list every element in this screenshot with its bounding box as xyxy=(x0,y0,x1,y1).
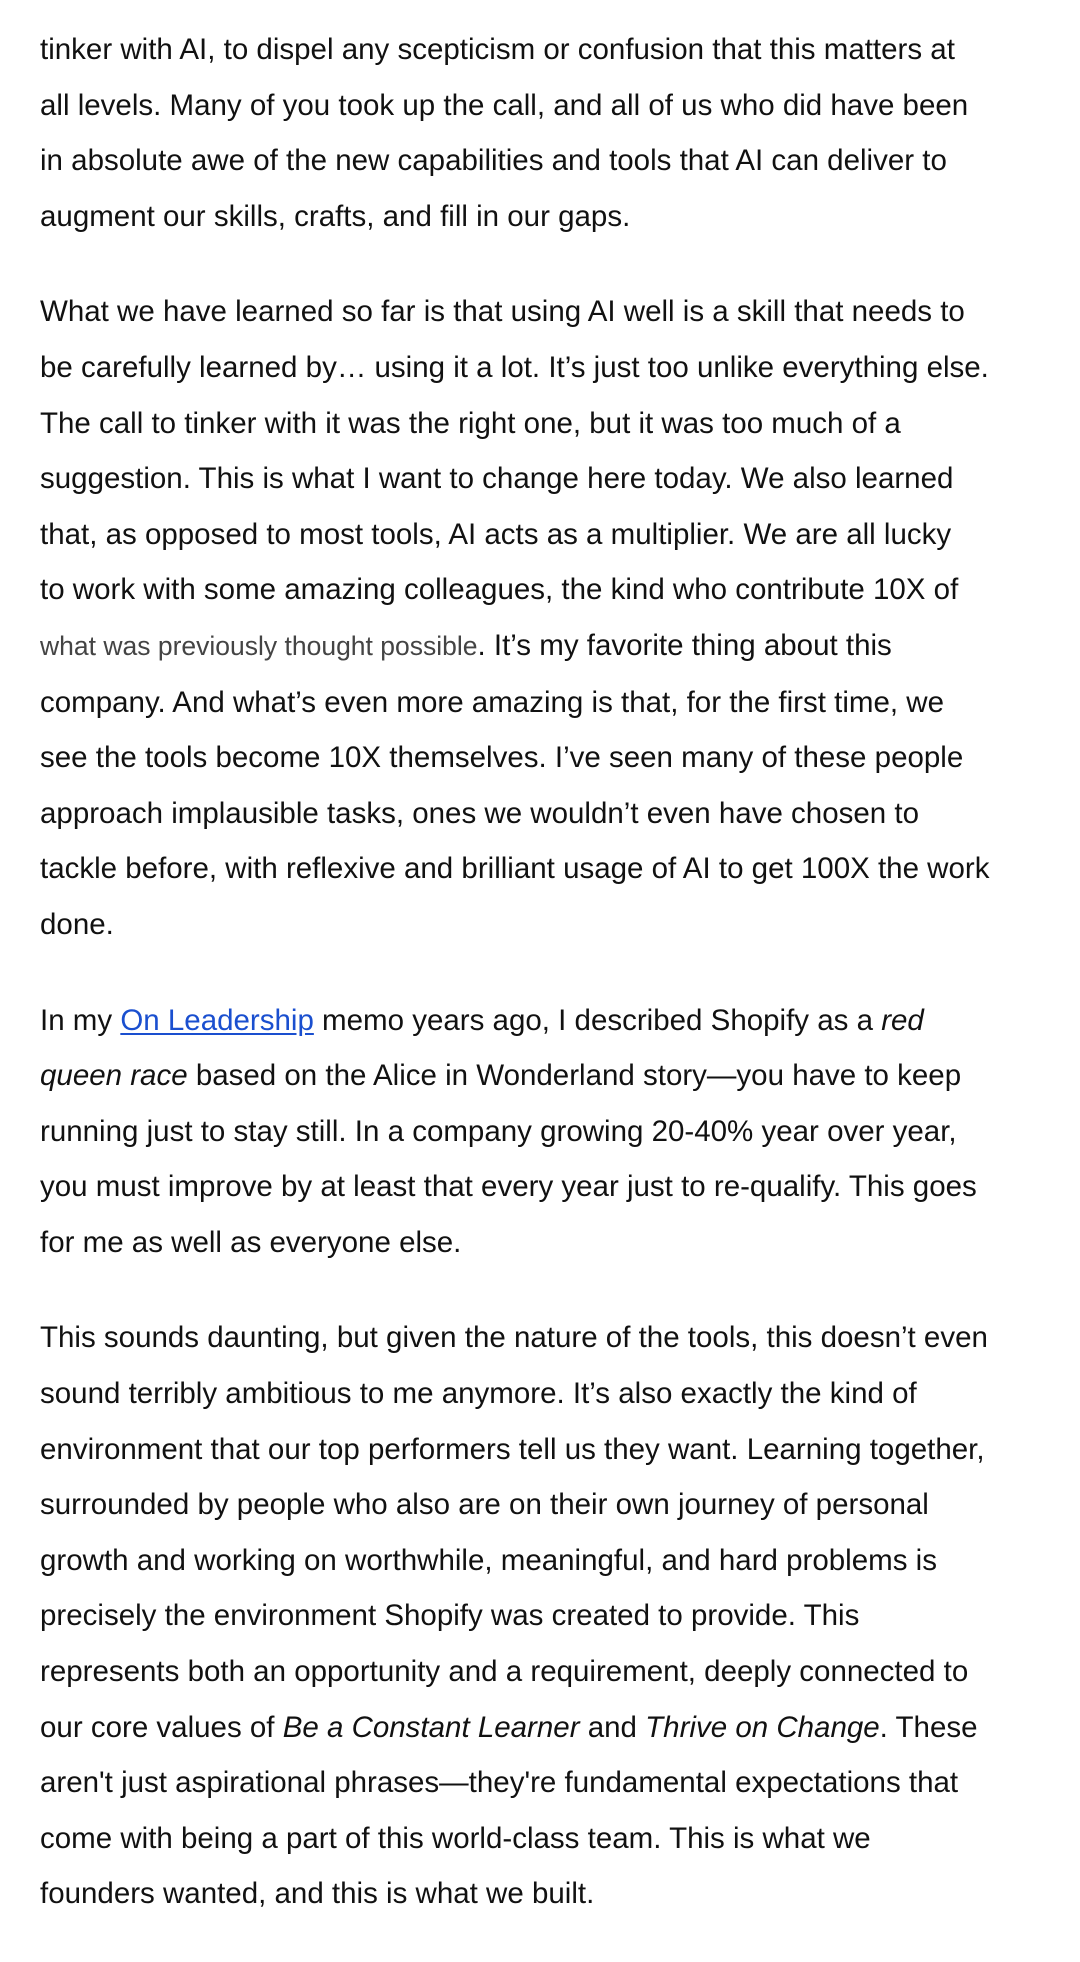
paragraph-1 xyxy=(40,22,1060,244)
text-line: suggestion. This is what I want to change here today. We also learned xyxy=(40,462,954,496)
text-line: company. And what’s even more amazing is that, for the first time, we xyxy=(40,685,944,719)
text-line: aren't just aspirational phrases—they're fundamental expectations that xyxy=(40,1766,959,1800)
text-line: for me as well as everyone else. xyxy=(40,1225,462,1259)
muted-phrase: what was previously thought possible xyxy=(40,630,478,661)
memo-body xyxy=(40,22,1060,1962)
text-fragment: In my xyxy=(40,1003,121,1037)
text-line: to work with some amazing colleagues, the kind who contribute 10X of xyxy=(40,573,959,607)
text-line: surrounded by people who also are on their own journey of personal xyxy=(40,1488,929,1522)
text-line xyxy=(40,1048,1060,1104)
text-fragment: and xyxy=(579,1710,646,1744)
text-line: growth and working on worthwhile, meaningful, and hard problems is xyxy=(40,1543,937,1577)
text-line: sound terribly ambitious to me anymore. It’s also exactly the kind of xyxy=(40,1377,917,1411)
text-line: This sounds daunting, but given the nature of the tools, this doesn’t even xyxy=(40,1321,988,1355)
emphasis-text: red xyxy=(881,1003,924,1037)
text-line: come with being a part of this world-class team. This is what we xyxy=(40,1821,871,1855)
text-line: augment our skills, crafts, and fill in our gaps. xyxy=(40,199,631,233)
emphasis-text: queen race xyxy=(40,1059,188,1093)
text-line xyxy=(40,1700,1060,1756)
text-line: all levels. Many of you took up the call, and all of us who did have been xyxy=(40,88,969,122)
value-be-a-constant-learner: Be a Constant Learner xyxy=(282,1710,580,1744)
text-line: founders wanted, and this is what we built. xyxy=(40,1877,595,1911)
text-fragment: memo years ago, I described Shopify as a xyxy=(313,1003,882,1037)
text-line: done. xyxy=(40,907,114,941)
text-fragment: . It’s my favorite thing about this xyxy=(477,628,892,662)
text-line xyxy=(40,618,1060,675)
paragraph-2 xyxy=(40,284,1060,952)
text-fragment: . These xyxy=(879,1710,978,1744)
text-line: tinker with AI, to dispel any scepticism or confusion that this matters at xyxy=(40,33,955,66)
text-line: you must improve by at least that every year just to re-qualify. This goes xyxy=(40,1170,977,1204)
paragraph-4 xyxy=(40,1310,1060,1922)
text-line: tackle before, with reflexive and brilliant usage of AI to get 100X the work xyxy=(40,852,990,886)
text-fragment: based on the Alice in Wonderland story—you have to keep xyxy=(187,1059,962,1093)
text-fragment: our core values of xyxy=(40,1710,283,1744)
text-line: in absolute awe of the new capabilities and tools that AI can deliver to xyxy=(40,144,947,178)
paragraph-3 xyxy=(40,993,1060,1271)
text-line: that, as opposed to most tools, AI acts as a multiplier. We are all lucky xyxy=(40,517,952,551)
text-line: What we have learned so far is that using AI well is a skill that needs to xyxy=(40,295,965,329)
text-line: environment that our top performers tell us they want. Learning together, xyxy=(40,1432,985,1466)
text-line: The call to tinker with it was the right one, but it was too much of a xyxy=(40,406,901,440)
on-leadership-link[interactable]: On Leadership xyxy=(120,1003,314,1037)
text-line xyxy=(40,993,1060,1049)
value-thrive-on-change: Thrive on Change xyxy=(645,1710,880,1744)
text-line: running just to stay still. In a company growing 20-40% year over year, xyxy=(40,1114,957,1148)
text-line: see the tools become 10X themselves. I’ve seen many of these people xyxy=(40,741,964,775)
text-line: approach implausible tasks, ones we wouldn’t even have chosen to xyxy=(40,796,919,830)
text-line: precisely the environment Shopify was created to provide. This xyxy=(40,1599,860,1633)
text-line: represents both an opportunity and a requirement, deeply connected to xyxy=(40,1655,969,1689)
text-line: be carefully learned by… using it a lot. It’s just too unlike everything else. xyxy=(40,350,989,384)
